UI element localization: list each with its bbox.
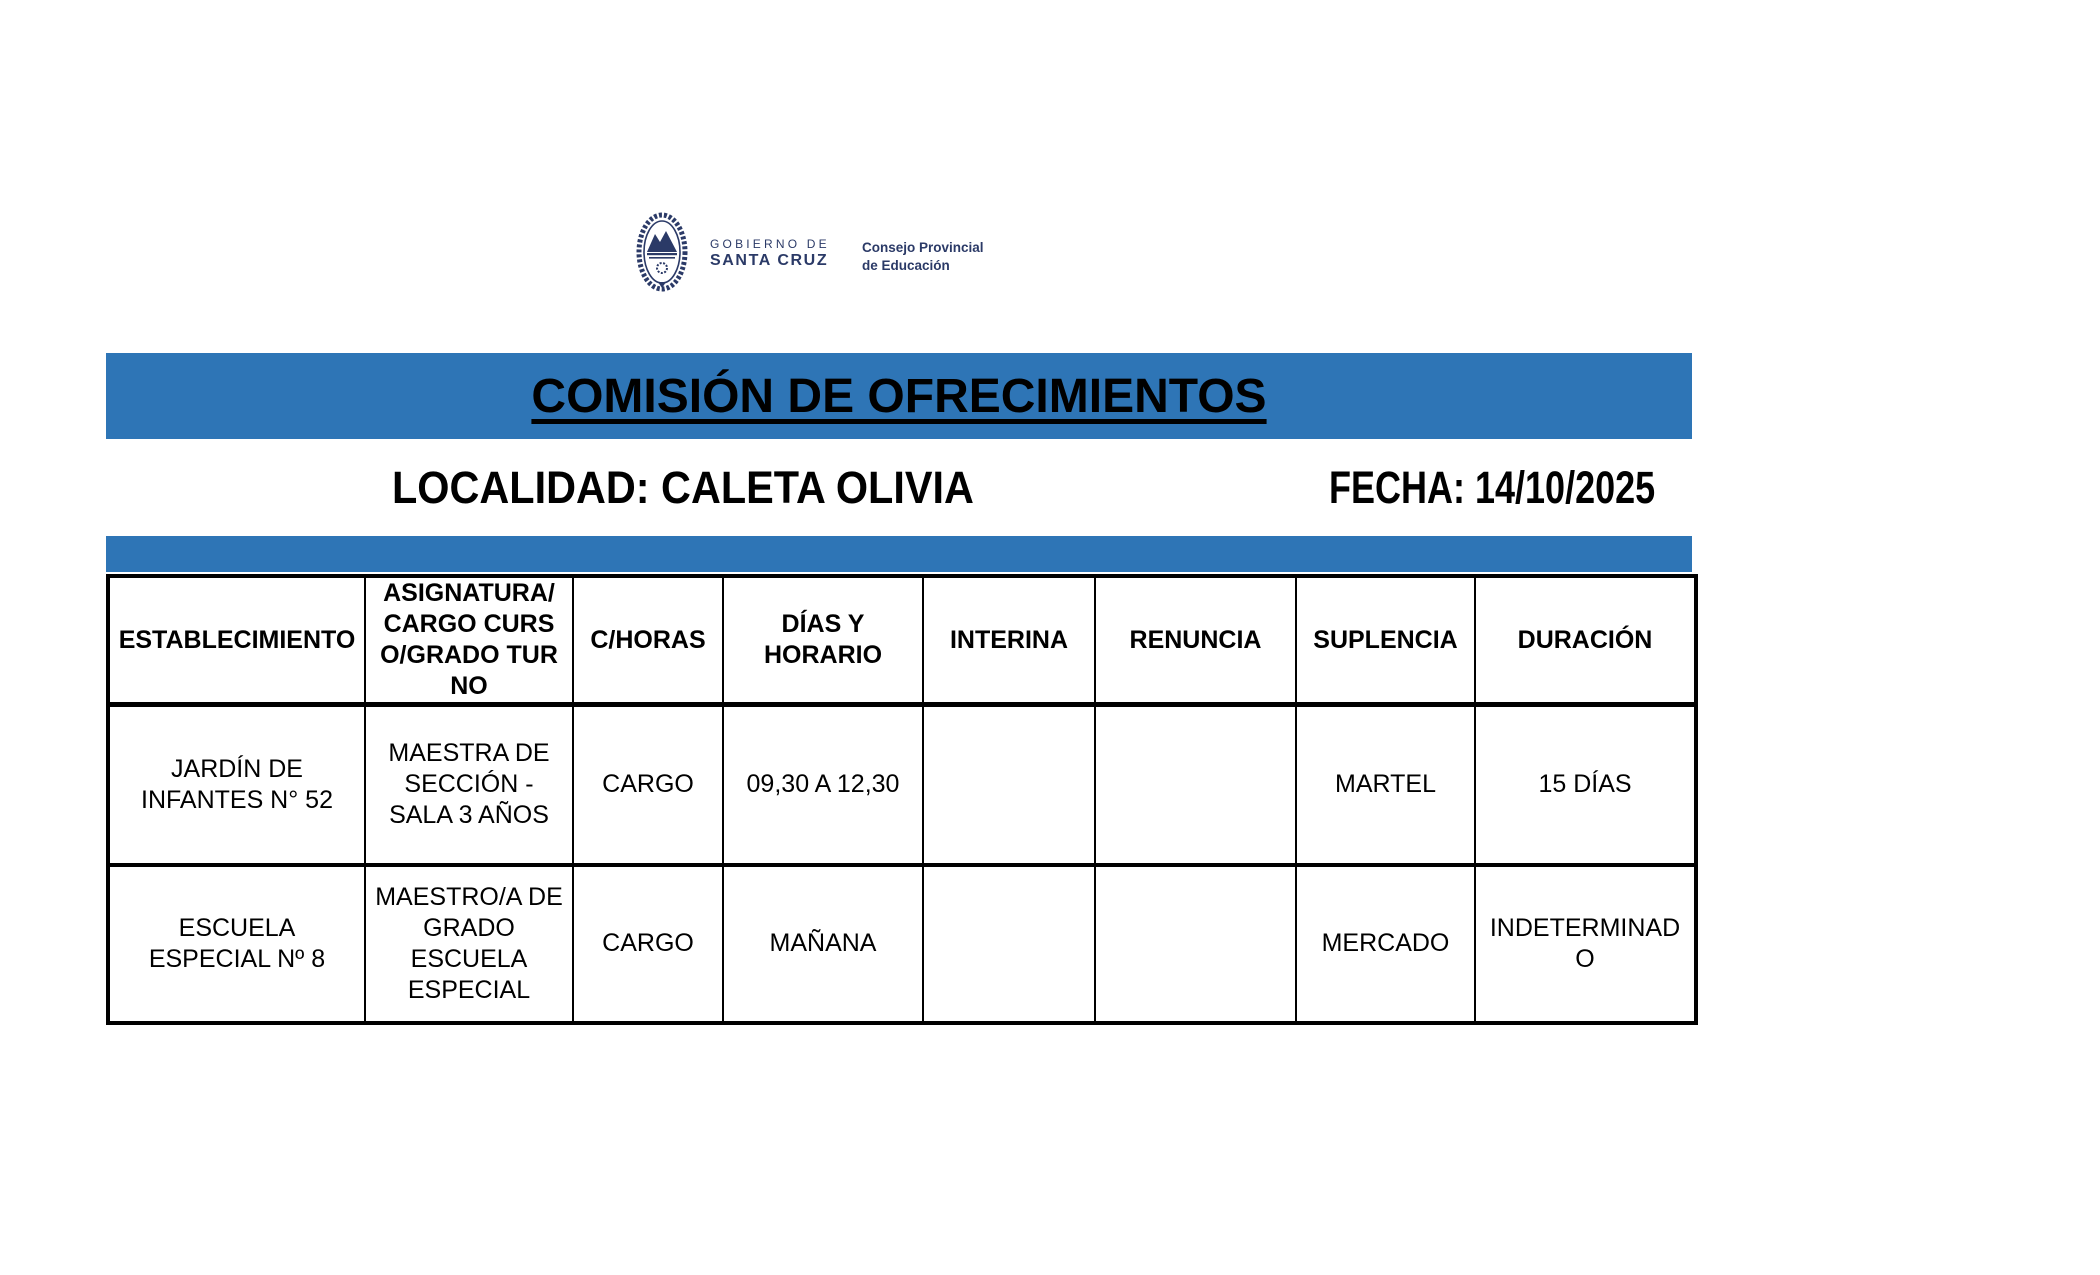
column-header: INTERINA [923,576,1095,705]
table-cell: 09,30 A 12,30 [723,705,923,865]
consejo-provincial-label: Consejo Provincial [862,240,984,255]
consejo-wordmark [862,241,984,272]
de-educacion-label: de Educación [862,257,950,273]
table-cell: INDETERMINADO [1475,865,1696,1023]
table-header-row [108,576,1696,705]
column-header: DÍAS Y HORARIO [723,576,923,705]
column-header: C/HORAS [573,576,723,705]
table-cell: 15 DÍAS [1475,705,1696,865]
table-cell: ESCUELA ESPECIAL Nº 8 [108,865,365,1023]
government-wordmark [710,238,830,269]
table-cell [923,705,1095,865]
subheader-line [0,462,2100,512]
table-body [108,705,1696,1023]
table-cell: MAESTRA DE SECCIÓN - SALA 3 AÑOS [365,705,573,865]
table-row [108,865,1696,1023]
column-header: DURACIÓN [1475,576,1696,705]
column-header: RENUNCIA [1095,576,1296,705]
fecha-label: FECHA: 14/10/2025 [1329,462,1656,513]
table-cell: MERCADO [1296,865,1475,1023]
table-cell: MAÑANA [723,865,923,1023]
title-banner [106,353,1692,439]
gobierno-de-label: GOBIERNO DE [710,237,830,251]
table-cell [923,865,1095,1023]
page-title: COMISIÓN DE OFRECIMIENTOS [531,369,1267,423]
table-row [108,705,1696,865]
table-cell [1095,705,1296,865]
column-header: ASIGNATURA/ CARGO CURSO/GRADO TURNO [365,576,573,705]
table-cell: MARTEL [1296,705,1475,865]
table-cell: CARGO [573,865,723,1023]
table-cell: CARGO [573,705,723,865]
localidad-label: LOCALIDAD: CALETA OLIVIA [392,462,974,513]
column-header: SUPLENCIA [1296,576,1475,705]
table-cell: JARDÍN DE INFANTES N° 52 [108,705,365,865]
table-accent-bar [106,536,1692,572]
table-cell: MAESTRO/A DE GRADO ESCUELA ESPECIAL [365,865,573,1023]
santa-cruz-label: SANTA CRUZ [710,252,829,269]
table-cell [1095,865,1296,1023]
santa-cruz-coat-of-arms-icon [636,212,688,292]
offerings-table [106,574,1698,1025]
column-header: ESTABLECIMIENTO [108,576,365,705]
